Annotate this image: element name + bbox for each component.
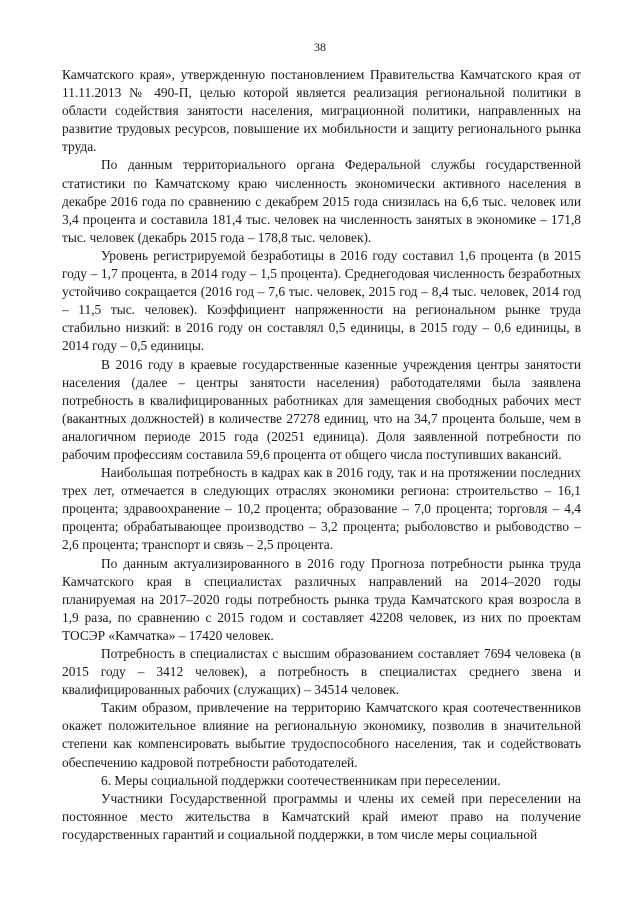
paragraph-conclusion: Таким образом, привлечение на территорию Камчатского края соотечественников окажет положительное влияние на региональную экономику, позволив в значительной степени как компенсировать выбытие трудоспособного населения, так и содействовать обеспечению кадровой потребности работодателей.: [62, 700, 581, 770]
paragraph-vacancies-demand: В 2016 году в краевые государственные казенные учреждения центры занятости населения (далее – центры занятости населения) работодателями была заявлена потребность в квалифицированных работниках для замещения свободных рабочих мест (вакантных должностей) в количестве 27278 единиц, что на 34,7 процента больше, чем в аналогичном периоде 2015 года (20251 единица). Доля заявленной потребности по рабочим профессиям составила 59,6 процента от общего числа поступивших вакансий.: [62, 356, 581, 462]
document-body: [62, 66, 581, 844]
section-heading-social-support: 6. Меры социальной поддержки соотечественникам при переселении.: [101, 772, 501, 788]
paragraph-active-population: По данным территориального органа Федеральной службы государственной статистики по Камчатскому краю численность экономически активного населения в декабре 2016 года по сравнению с декабрем 2015 года снизилась на 6,6 тыс. человек или 3,4 процента и составила 181,4 тыс. человек на численность занятых в экономике – 171,8 тыс. человек (декабрь 2015 года – 178,8 тыс. человек).: [62, 157, 581, 245]
page-number: 38: [314, 40, 326, 54]
paragraph-unemployment-level: Уровень регистрируемой безработицы в 2016 году составил 1,6 процента (в 2015 году – 1,7 процента, в 2014 году – 1,5 процента). Среднегодовая численность безработных устойчиво сокращается (2016 год – 7,6 тыс. человек, 2015 год – 8,4 тыс. человек, 2014 год – 11,5 тыс. человек). Коэффициент напряженности на региональном рынке труда стабильно низкий: в 2016 году он составлял 0,5 единицы, в 2015 году – 0,6 единицы, в 2014 году – 0,5 единицы.: [62, 247, 581, 354]
paragraph-program-goal: Камчатского края», утвержденную постановлением Правительства Камчатского края от 11.11.2013 № 490-П, целью которой является реализация региональной политики в области содействия занятости населения, миграционной политики, направленных на развитие трудовых ресурсов, повышение их мобильности и защиту регионального рынка труда.: [62, 67, 581, 155]
paragraph-specialists-demand: Потребность в специалистах с высшим образованием составляет 7694 человека (в 2015 году – 3412 человек), а потребность в специалистах среднего звена и квалифицированных рабочих (служащих) – 34514 человек.: [62, 646, 581, 698]
paragraph-participants-rights: Участники Государственной программы и члены их семей при переселении на постоянное место жительства в Камчатский край имеют право на получение государственных гарантий и социальной поддержки, в том числе меры социальной: [62, 790, 581, 842]
paragraph-labor-forecast: По данным актуализированного в 2016 году Прогноза потребности рынка труда Камчатского края в специалистах различных направлений на 2014–2020 годы планируемая на 2017–2020 годы потребность рынка труда Камчатского края возросла в 1,9 раза, по сравнению с 2015 годом и составляет 42208 человек, из них по проектам ТОСЭР «Камчатка» – 17420 человек.: [62, 555, 581, 643]
paragraph-industry-demand: Наибольшая потребность в кадрах как в 2016 году, так и на протяжении последних трех лет, отмечается в следующих отраслях экономики региона: строительство – 16,1 процента; здравоохранение – 10,2 процента; образование – 7,0 процента; торговля – 4,4 процента; обрабатывающее производство – 3,2 процента; рыболовство и рыбоводство – 2,6 процента; транспорт и связь – 2,5 процента.: [62, 465, 581, 553]
